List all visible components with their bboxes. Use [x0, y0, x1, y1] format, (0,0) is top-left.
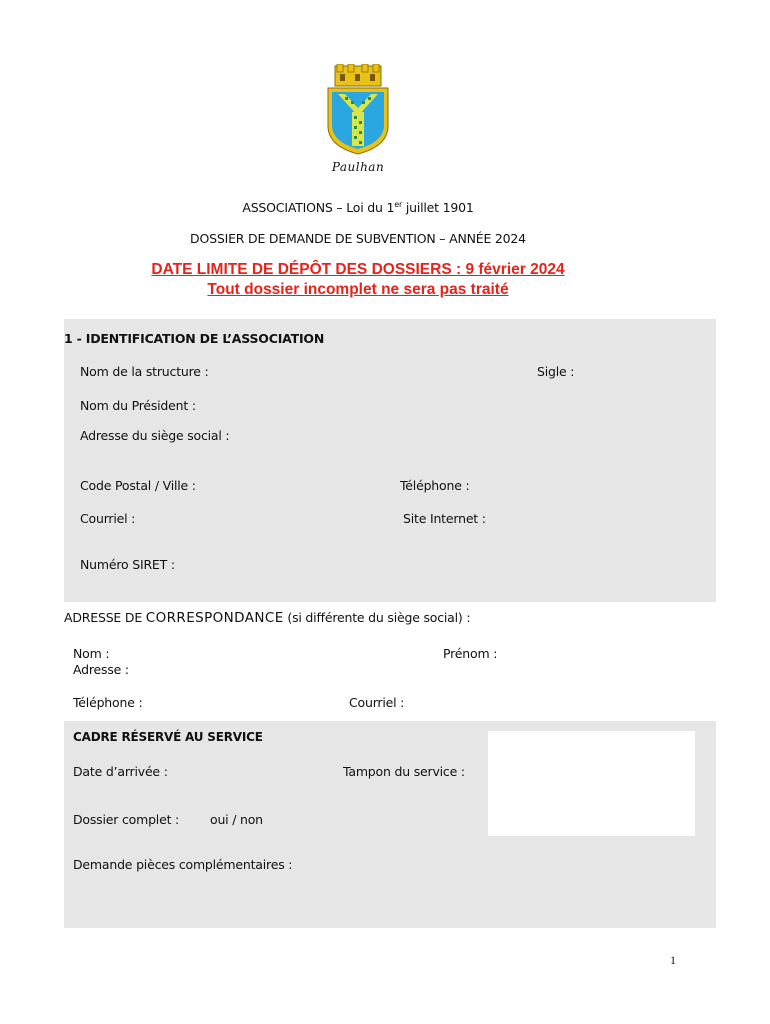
label-pieces-complementaires: Demande pièces complémentaires :: [73, 857, 293, 872]
stamp-box: [488, 731, 695, 836]
label-courriel: Courriel :: [80, 511, 136, 526]
label-tampon: Tampon du service :: [343, 764, 465, 779]
town-crest-logo: [325, 64, 391, 156]
incomplete-warning: Tout dossier incomplet ne sera pas traité: [207, 281, 509, 298]
label-dossier-complet: Dossier complet :: [73, 812, 180, 827]
label-corr-prenom: Prénom :: [443, 646, 498, 661]
label-corr-nom: Nom :: [73, 646, 110, 661]
oui-non-choice: oui / non: [210, 812, 263, 827]
label-siret: Numéro SIRET :: [80, 557, 175, 572]
section-title-identification: 1 - IDENTIFICATION DE L’ASSOCIATION: [64, 331, 325, 346]
label-corr-courriel: Courriel :: [349, 695, 405, 710]
label-code-postal: Code Postal / Ville :: [80, 478, 196, 493]
label-nom-president: Nom du Président :: [80, 398, 196, 413]
label-corr-telephone: Téléphone :: [73, 695, 143, 710]
service-title: CADRE RÉSERVÉ AU SERVICE: [73, 730, 263, 744]
label-adresse-siege: Adresse du siège social :: [80, 428, 230, 443]
deadline-notice: DATE LIMITE DE DÉPÔT DES DOSSIERS : 9 février 2024: [151, 261, 565, 278]
law-line: ASSOCIATIONS – Loi du 1er juillet 1901: [242, 199, 474, 215]
label-date-arrivee: Date d’arrivée :: [73, 764, 168, 779]
form-title: DOSSIER DE DEMANDE DE SUBVENTION – ANNÉE 2024: [190, 231, 526, 246]
label-nom-structure: Nom de la structure :: [80, 364, 209, 379]
page-number: 1: [670, 953, 676, 967]
correspondance-title: ADRESSE DE CORRESPONDANCE (si différente du siège social) :: [64, 610, 471, 626]
label-telephone: Téléphone :: [400, 478, 470, 493]
town-name: Paulhan: [331, 160, 385, 174]
label-corr-adresse: Adresse :: [73, 662, 129, 677]
label-sigle: Sigle :: [537, 364, 575, 379]
label-site-internet: Site Internet :: [403, 511, 486, 526]
